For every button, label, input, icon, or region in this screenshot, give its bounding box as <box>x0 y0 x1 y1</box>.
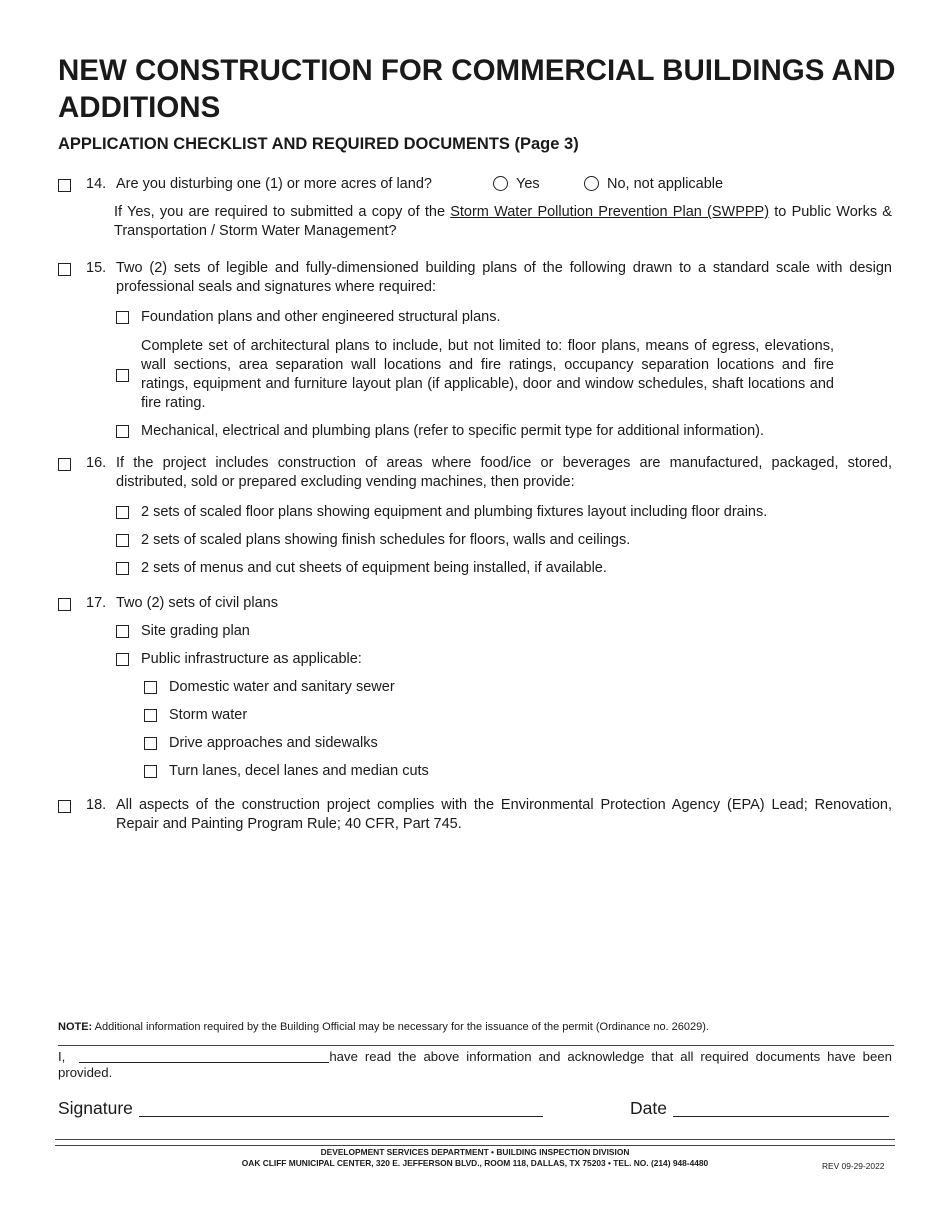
checklist-item-17 <box>58 594 892 781</box>
item-16-sub-2 <box>116 531 892 550</box>
item-16-sub-3-text: 2 sets of menus and cut sheets of equipment being installed, if available. <box>141 560 607 576</box>
no-label: No, not applicable <box>607 176 724 192</box>
item-14-question: Are you disturbing one (1) or more acres of land? <box>116 176 432 192</box>
item-15-sub-2 <box>116 337 892 413</box>
item-17-sub-1-checkbox[interactable] <box>116 625 129 638</box>
item-17-sub-2-checkbox[interactable] <box>116 653 129 666</box>
item-16-sub-1-checkbox[interactable] <box>116 506 129 519</box>
date-block <box>630 1098 889 1119</box>
item-18-text: All aspects of the construction project complies with the Environmental Protection Agency (EPA) Lead; Renovation, Repair and Painting Program Rule; 40 CFR, Part 745. <box>116 797 892 832</box>
item-17-subsub-2-checkbox[interactable] <box>144 709 157 722</box>
footer-divider-top <box>55 1139 895 1140</box>
item-14-checkbox[interactable] <box>58 179 71 192</box>
item-16-sub-1-text: 2 sets of scaled floor plans showing equipment and plumbing fixtures layout including floor drains. <box>141 504 768 520</box>
item-14-detail <box>114 203 892 241</box>
item-16-sub-2-checkbox[interactable] <box>116 534 129 547</box>
checklist-item-16 <box>58 454 892 578</box>
item-15-sub-3-checkbox[interactable] <box>116 425 129 438</box>
no-radio[interactable] <box>584 176 599 191</box>
item-17-subsub-1 <box>144 678 892 697</box>
item-15-sub-2-text: Complete set of architectural plans to include, but not limited to: floor plans, means of egress, elevations, wall sections, area separation wall locations and fire ratings, occupancy separation locations and fire ratings, equipment and furniture layout plan (if applicable), door and window schedules, shaft locations and fire rating. <box>141 338 834 411</box>
divider <box>58 1045 894 1046</box>
item-16-checkbox[interactable] <box>58 458 71 471</box>
item-17-sub-2 <box>116 650 892 669</box>
item-15-sub-1 <box>116 308 892 327</box>
item-16-sub-2-text: 2 sets of scaled plans showing finish schedules for floors, walls and ceilings. <box>141 532 631 548</box>
item-17-subsub-4-checkbox[interactable] <box>144 765 157 778</box>
item-15-sub-1-text: Foundation plans and other engineered structural plans. <box>141 309 501 325</box>
item-17-subsub-4 <box>144 762 892 781</box>
item-17-subsub-2-text: Storm water <box>169 707 248 723</box>
footer-divider-bottom <box>55 1145 895 1146</box>
item-17-sub-1 <box>116 622 892 641</box>
item-16-sub-3 <box>116 559 892 578</box>
date-label: Date <box>630 1098 667 1118</box>
checklist-item-15 <box>58 259 892 441</box>
yes-radio[interactable] <box>493 176 508 191</box>
item-17-sub-1-text: Site grading plan <box>141 623 250 639</box>
swppp-link[interactable]: Storm Water Pollution Prevention Plan (SWPPP) <box>450 204 770 220</box>
signature-block <box>58 1098 543 1119</box>
item-15-sub-2-checkbox[interactable] <box>116 369 129 382</box>
item-15-number: 15. <box>86 260 107 276</box>
page-subtitle: APPLICATION CHECKLIST AND REQUIRED DOCUMENTS (Page 3) <box>58 135 579 153</box>
item-15-text: Two (2) sets of legible and fully-dimensioned building plans of the following drawn to a standard scale with design professional seals and signatures where required: <box>116 260 892 295</box>
item-17-sub-2-text: Public infrastructure as applicable: <box>141 651 362 667</box>
item-16-number: 16. <box>86 455 107 471</box>
yes-label: Yes <box>516 176 540 192</box>
note-label: NOTE: <box>58 1021 93 1033</box>
item-14-detail-after: to Public Works & Transportation / Storm Water Management? <box>114 204 892 239</box>
item-15-sub-3-text: Mechanical, electrical and plumbing plans (refer to specific permit type for additional information). <box>141 423 764 439</box>
footer-address: OAK CLIFF MUNICIPAL CENTER, 320 E. JEFFERSON BLVD., ROOM 118, DALLAS, TX 75203 • TEL. NO. (214) 948-4480 <box>241 1158 709 1168</box>
note <box>58 1021 709 1033</box>
item-17-subsub-1-checkbox[interactable] <box>144 681 157 694</box>
item-17-subsub-3-text: Drive approaches and sidewalks <box>169 735 378 751</box>
signature-label: Signature <box>58 1098 133 1118</box>
checklist-item-14 <box>58 175 892 241</box>
item-14-number: 14. <box>86 176 107 192</box>
item-14-detail-before: If Yes, you are required to submitted a copy of the <box>114 204 451 220</box>
page-title: NEW CONSTRUCTION FOR COMMERCIAL BUILDINGS AND ADDITIONS <box>58 54 896 124</box>
item-15-checkbox[interactable] <box>58 263 71 276</box>
item-17-subsub-3-checkbox[interactable] <box>144 737 157 750</box>
item-17-text: Two (2) sets of civil plans <box>116 595 278 611</box>
item-17-number: 17. <box>86 595 107 611</box>
item-17-checkbox[interactable] <box>58 598 71 611</box>
checklist-item-18 <box>58 796 892 834</box>
date-input[interactable] <box>673 1099 889 1117</box>
item-16-text: If the project includes construction of areas where food/ice or beverages are manufactured, packaged, stored, distributed, sold or prepared excluding vending machines, then provide: <box>116 455 892 490</box>
item-17-subsub-1-text: Domestic water and sanitary sewer <box>169 679 395 695</box>
revision-date: REV 09-29-2022 <box>822 1161 885 1171</box>
footer-department: DEVELOPMENT SERVICES DEPARTMENT • BUILDING INSPECTION DIVISION <box>320 1147 630 1157</box>
item-17-subsub-2 <box>144 706 892 725</box>
item-17-subsub-3 <box>144 734 892 753</box>
no-option[interactable] <box>584 175 723 194</box>
item-15-sub-1-checkbox[interactable] <box>116 311 129 324</box>
ack-text: have read the above information and acknowledge that all required documents have been provided. <box>58 1049 892 1080</box>
yes-option[interactable] <box>493 175 540 194</box>
item-18-number: 18. <box>86 797 107 813</box>
name-input[interactable] <box>79 1049 329 1063</box>
ack-prefix: I, <box>58 1049 66 1064</box>
item-16-sub-3-checkbox[interactable] <box>116 562 129 575</box>
acknowledgement <box>58 1049 892 1081</box>
item-17-subsub-4-text: Turn lanes, decel lanes and median cuts <box>169 763 429 779</box>
signature-input[interactable] <box>139 1099 543 1117</box>
item-16-sub-1 <box>116 503 892 522</box>
item-18-checkbox[interactable] <box>58 800 71 813</box>
note-text: Additional information required by the Building Official may be necessary for the issuance of the permit (Ordinance no. 26029). <box>92 1021 709 1033</box>
item-15-sub-3 <box>116 422 892 441</box>
